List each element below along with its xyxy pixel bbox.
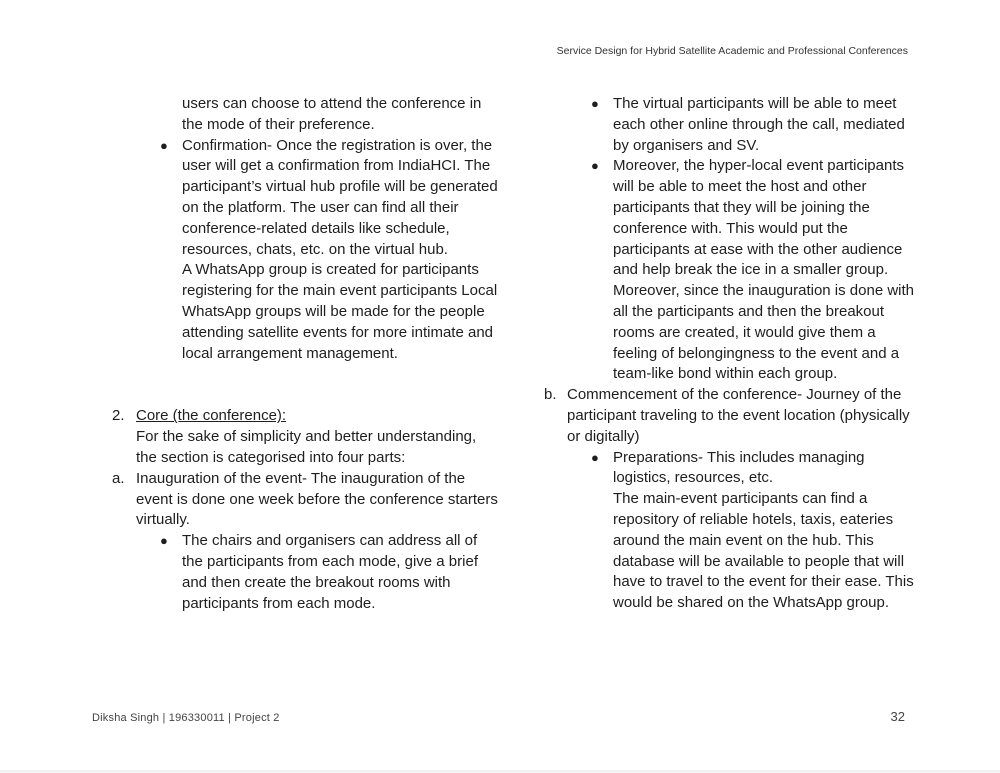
bullet-icon: ● (591, 158, 599, 174)
section-2 (0, 406, 500, 468)
item-a-label: a. (112, 469, 125, 487)
bullet-icon: ● (160, 137, 168, 153)
footer-author: Diksha Singh | 196330011 | Project 2 (92, 712, 280, 724)
preparations-item (500, 448, 920, 614)
preparations-text: Preparations- This includes managing logistics, resources, etc. (613, 448, 865, 487)
running-header: Service Design for Hybrid Satellite Academic and Professional Conferences (556, 45, 908, 57)
section-intro: For the sake of simplicity and better understanding, the section is categorised into four parts: (136, 428, 477, 466)
bullet-icon: ● (591, 449, 599, 465)
left-column (0, 94, 500, 614)
section-title: Core (the conference): (136, 407, 287, 425)
page-number: 32 (890, 709, 905, 724)
hyperlocal-item (500, 156, 920, 385)
bullet-icon: ● (591, 96, 599, 111)
confirmation-text: Confirmation- Once the registration is over, the user will get a confirmation from IndiaHCI. The participant’s virtual hub profile will be generated on the platform. The user can find all their conference-related details like schedule, resources, chats, etc. on the virtual hub. (182, 136, 498, 258)
continuation-text: users can choose to attend the conference in the mode of their preference. (182, 95, 482, 133)
item-b (500, 385, 920, 447)
item-b-label: b. (544, 386, 557, 404)
item-a (0, 469, 500, 531)
right-column (500, 94, 920, 614)
hyperlocal-text: Moreover, the hyper-local event participants will be able to meet the host and other participants that they will be joining the conference with. This would put the participants at ease with the other audience and help break the ice in a smaller group. Moreover, since the inauguration is done with all the participants and then the breakout rooms are created, it would give them a feeling of belongingness to the event and a team-like bond within each group. (613, 157, 915, 383)
whatsapp-paragraph: A WhatsApp group is created for participants registering for the main event participants Local WhatsApp groups will be made for the people attending satellite events for more intimate and local arrangement management. (182, 261, 498, 362)
registration-continuation (0, 94, 500, 136)
chairs-text: The chairs and organisers can address all of the participants from each mode, give a brief and then create the breakout rooms with participants from each mode. (182, 532, 478, 612)
item-a-text: Inauguration of the event- The inauguration of the event is done one week before the conference starters virtually. (136, 469, 498, 529)
bullet-icon: ● (160, 533, 168, 549)
preparations-paragraph: The main-event participants can find a repository of reliable hotels, taxis, eateries around the main event on the hub. This database will be available to people that will have to travel to the event for their ease. This would be shared on the WhatsApp group. (613, 490, 914, 612)
section-number: 2. (112, 407, 125, 425)
item-b-text: Commencement of the conference- Journey of the participant traveling to the event location (physically or digitally) (567, 386, 910, 445)
virtual-text: The virtual participants will be able to meet each other online through the call, mediated by organisers and SV. (613, 95, 905, 154)
confirmation-item (0, 136, 500, 365)
item-a-bullet (0, 531, 500, 614)
virtual-item (500, 94, 920, 156)
